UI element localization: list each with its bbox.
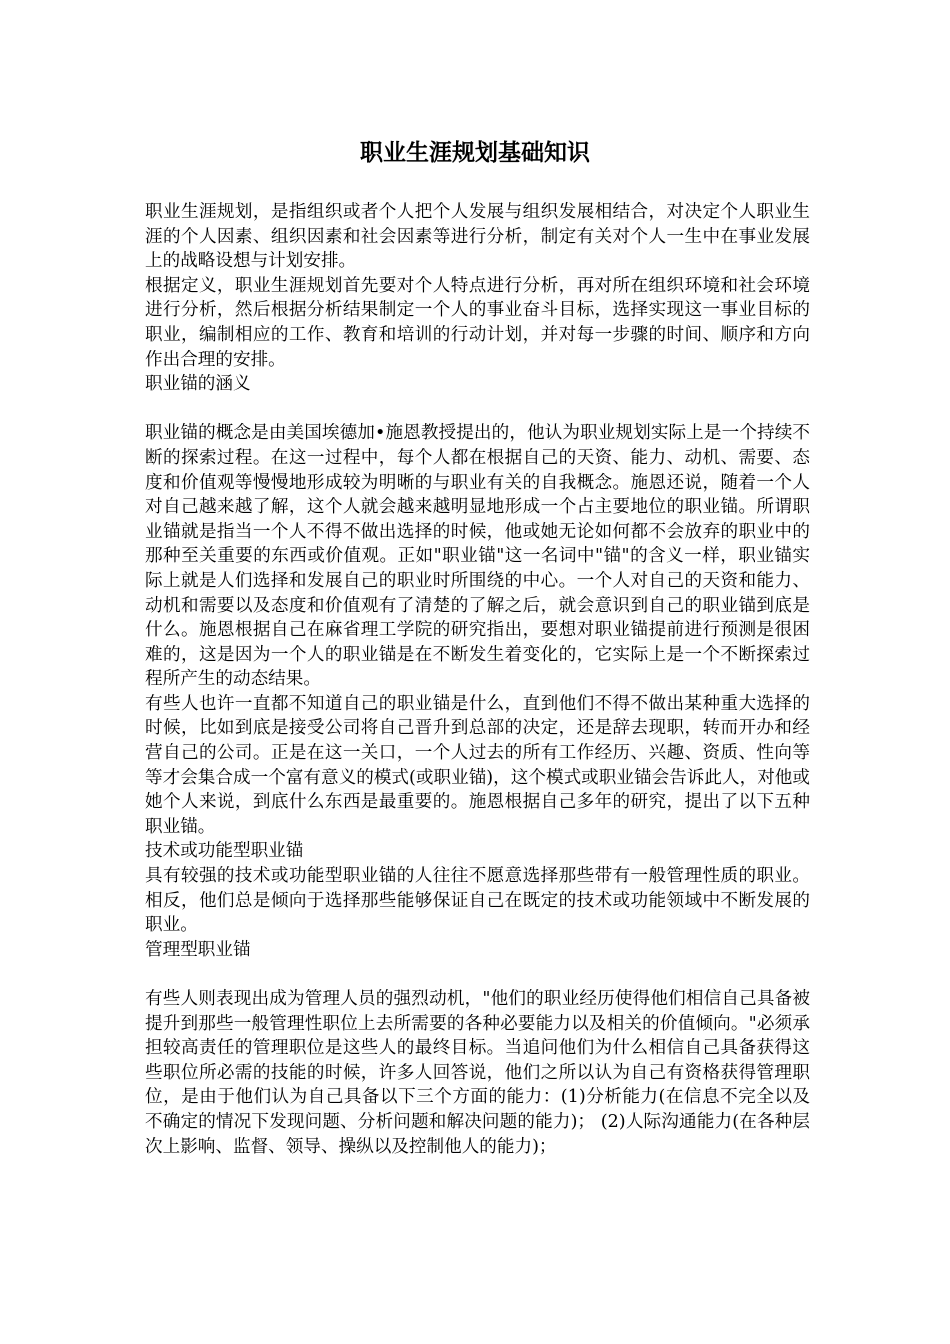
paragraph-management-anchor: 有些人则表现出成为管理人员的强烈动机，"他们的职业经历使得他们相信自己具备被提升到那些一般管理性职位上去所需要的各种必要能力以及相关的价值倾向。"必须承担较高责任的管理职位是这些人的最终目标。当追问他们为什么相信自己具备获得这些职位所必需的技能的时候，许多人回答说，他们之所以认为自己有资格获得管理职位，是由于他们认为自己具备以下三个方面的能力：(1)分析能力(在信息不完全以及不确定的情况下发现问题、分析问题和解决问题的能力)； (2)人际沟通能力(在各种层次上影响、监督、领导、操纵以及控制他人的能力)； [145,989,810,1157]
paragraph-technical-anchor: 具有较强的技术或功能型职业锚的人往往不愿意选择那些带有一般管理性质的职业。相反，他们总是倾向于选择那些能够保证自己在既定的技术或功能领域中不断发展的职业。 [145,866,810,936]
document-body [145,200,810,1159]
paragraph-definition: 职业生涯规划，是指组织或者个人把个人发展与组织发展相结合，对决定个人职业生涯的个人因素、组织因素和社会因素等进行分析，制定有关对个人一生中在事业发展上的战略设想与计划安排。 [145,202,810,272]
section-heading-management-anchor: 管理型职业锚 [145,939,251,960]
section-heading-technical-anchor: 技术或功能型职业锚 [145,841,304,862]
blank-line [145,962,810,987]
paragraph-analysis: 根据定义，职业生涯规划首先要对个人特点进行分析，再对所在组织环境和社会环境进行分析，然后根据分析结果制定一个人的事业奋斗目标，选择实现这一事业目标的职业，编制相应的工作、教育和培训的行动计划，并对每一步骤的时间、顺序和方向作出合理的安排。 [145,275,810,370]
paragraph-career-anchor-concept: 职业锚的概念是由美国埃德加•施恩教授提出的，他认为职业规划实际上是一个持续不断的探索过程。在这一过程中，每个人都在根据自己的天资、能力、动机、需要、态度和价值观等慢慢地形成较为明晰的与职业有关的自我概念。施恩还说，随着一个人对自己越来越了解，这个人就会越来越明显地形成一个占主要地位的职业锚。所谓职业锚就是指当一个人不得不做出选择的时候，他或她无论如何都不会放弃的职业中的那种至关重要的东西或价值观。正如"职业锚"这一名词中"锚"的含义一样，职业锚实际上就是人们选择和发展自己的职业时所围绕的中心。一个人对自己的天资和能力、动机和需要以及态度和价值观有了清楚的了解之后，就会意识到自己的职业锚到底是什么。施恩根据自己在麻省理工学院的研究指出，要想对职业锚提前进行预测是很困难的，这是因为一个人的职业锚是在不断发生着变化的，它实际上是一个不断探索过程所产生的动态结果。 [145,423,810,690]
section-heading-career-anchor-meaning: 职业锚的涵义 [145,374,251,395]
document-title: 职业生涯规划基础知识 [360,140,590,166]
paragraph-career-anchor-discovery: 有些人也许一直都不知道自己的职业锚是什么，直到他们不得不做出某种重大选择的时候，比如到底是接受公司将自己晋升到总部的决定，还是辞去现职，转而开办和经营自己的公司。正是在这一关口，一个人过去的所有工作经历、兴趣、资质、性向等等才会集合成一个富有意义的模式(或职业锚)，这个模式或职业锚会告诉此人，对他或她个人来说，到底什么东西是最重要的。施恩根据自己多年的研究，提出了以下五种职业锚。 [145,693,810,837]
blank-line [145,397,810,422]
